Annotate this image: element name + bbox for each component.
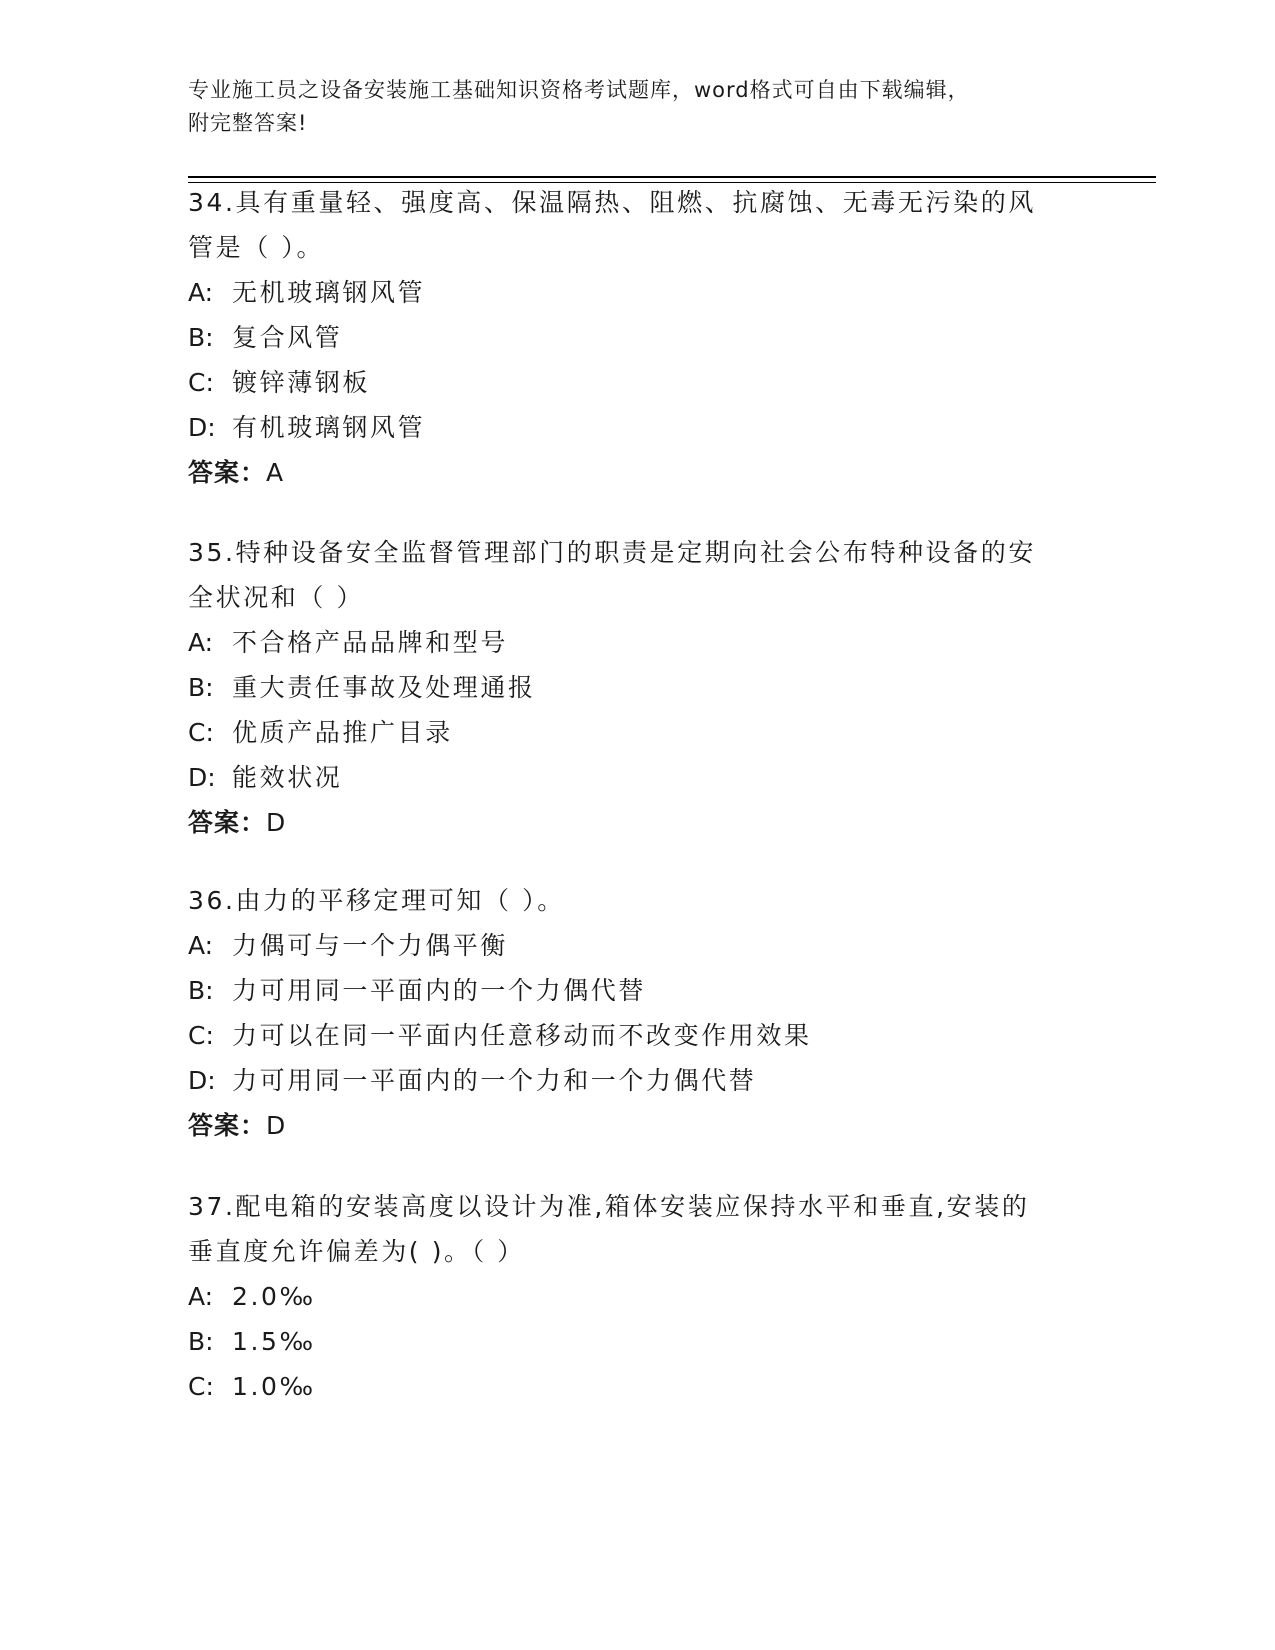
option-text: 1.0‰ <box>232 1372 316 1401</box>
question-stem-line-1: 35.特种设备安全监督管理部门的职责是定期向社会公布特种设备的安 <box>188 538 1036 567</box>
option-letter: A: <box>188 1282 214 1311</box>
question-36 <box>188 878 1078 1148</box>
option-letter: B: <box>188 976 214 1005</box>
option-text: 力可以在同一平面内任意移动而不改变作用效果 <box>232 1021 812 1050</box>
question-stem <box>188 530 1078 620</box>
option-c <box>188 1013 1078 1058</box>
answer-value: D <box>266 808 287 837</box>
option-a <box>188 270 1078 315</box>
option-letter: D: <box>188 763 216 792</box>
answer-line <box>188 1103 1078 1148</box>
question-stem <box>188 878 1078 923</box>
question-stem-line-1: 34.具有重量轻、强度高、保温隔热、阻燃、抗腐蚀、无毒无污染的风 <box>188 188 1036 217</box>
option-c <box>188 360 1078 405</box>
option-text: 1.5‰ <box>232 1327 316 1356</box>
option-b <box>188 1319 1078 1364</box>
option-c <box>188 710 1078 755</box>
option-letter: D: <box>188 413 216 442</box>
option-letter: A: <box>188 628 214 657</box>
answer-line <box>188 450 1078 495</box>
option-text: 力可用同一平面内的一个力偶代替 <box>232 976 647 1005</box>
option-b <box>188 665 1078 710</box>
option-text: 有机玻璃钢风管 <box>232 413 426 442</box>
answer-label: 答案： <box>188 808 267 837</box>
document-header <box>188 74 1088 140</box>
option-text: 镀锌薄钢板 <box>232 368 371 397</box>
option-letter: A: <box>188 278 214 307</box>
header-divider-thick <box>188 176 1156 178</box>
question-stem-line-2: 全状况和（ ） <box>188 583 365 612</box>
option-a <box>188 923 1078 968</box>
option-letter: A: <box>188 931 214 960</box>
option-a <box>188 620 1078 665</box>
option-letter: D: <box>188 1066 216 1095</box>
option-b <box>188 968 1078 1013</box>
option-letter: B: <box>188 673 214 702</box>
answer-label: 答案： <box>188 1111 267 1140</box>
question-stem-line-1: 37.配电箱的安装高度以设计为准,箱体安装应保持水平和垂直,安装的 <box>188 1192 1030 1221</box>
option-d <box>188 1058 1078 1103</box>
question-stem <box>188 180 1078 270</box>
question-35 <box>188 530 1078 845</box>
option-text: 重大责任事故及处理通报 <box>232 673 536 702</box>
option-a <box>188 1274 1078 1319</box>
question-stem <box>188 1184 1078 1274</box>
header-line-1: 专业施工员之设备安装施工基础知识资格考试题库，word格式可自由下载编辑， <box>188 78 970 102</box>
answer-value: A <box>266 458 285 487</box>
option-d <box>188 405 1078 450</box>
option-text: 优质产品推广目录 <box>232 718 453 747</box>
answer-line <box>188 800 1078 845</box>
question-34 <box>188 180 1078 495</box>
option-c <box>188 1364 1078 1409</box>
question-stem-line-2: 垂直度允许偏差为( )。（ ） <box>188 1237 525 1266</box>
header-line-2: 附完整答案! <box>188 111 308 135</box>
option-text: 复合风管 <box>232 323 343 352</box>
answer-label: 答案： <box>188 458 267 487</box>
option-text: 力可用同一平面内的一个力和一个力偶代替 <box>232 1066 757 1095</box>
option-d <box>188 755 1078 800</box>
answer-value: D <box>266 1111 287 1140</box>
question-stem-line-1: 36.由力的平移定理可知（ ）。 <box>188 886 565 915</box>
question-37 <box>188 1184 1078 1409</box>
option-text: 力偶可与一个力偶平衡 <box>232 931 509 960</box>
option-letter: C: <box>188 718 214 747</box>
option-letter: C: <box>188 1372 214 1401</box>
option-text: 2.0‰ <box>232 1282 316 1311</box>
option-text: 不合格产品品牌和型号 <box>232 628 509 657</box>
option-letter: C: <box>188 368 214 397</box>
question-stem-line-2: 管是（ ）。 <box>188 233 325 262</box>
option-letter: C: <box>188 1021 214 1050</box>
option-letter: B: <box>188 323 214 352</box>
option-text: 无机玻璃钢风管 <box>232 278 426 307</box>
option-b <box>188 315 1078 360</box>
option-letter: B: <box>188 1327 214 1356</box>
option-text: 能效状况 <box>232 763 343 792</box>
